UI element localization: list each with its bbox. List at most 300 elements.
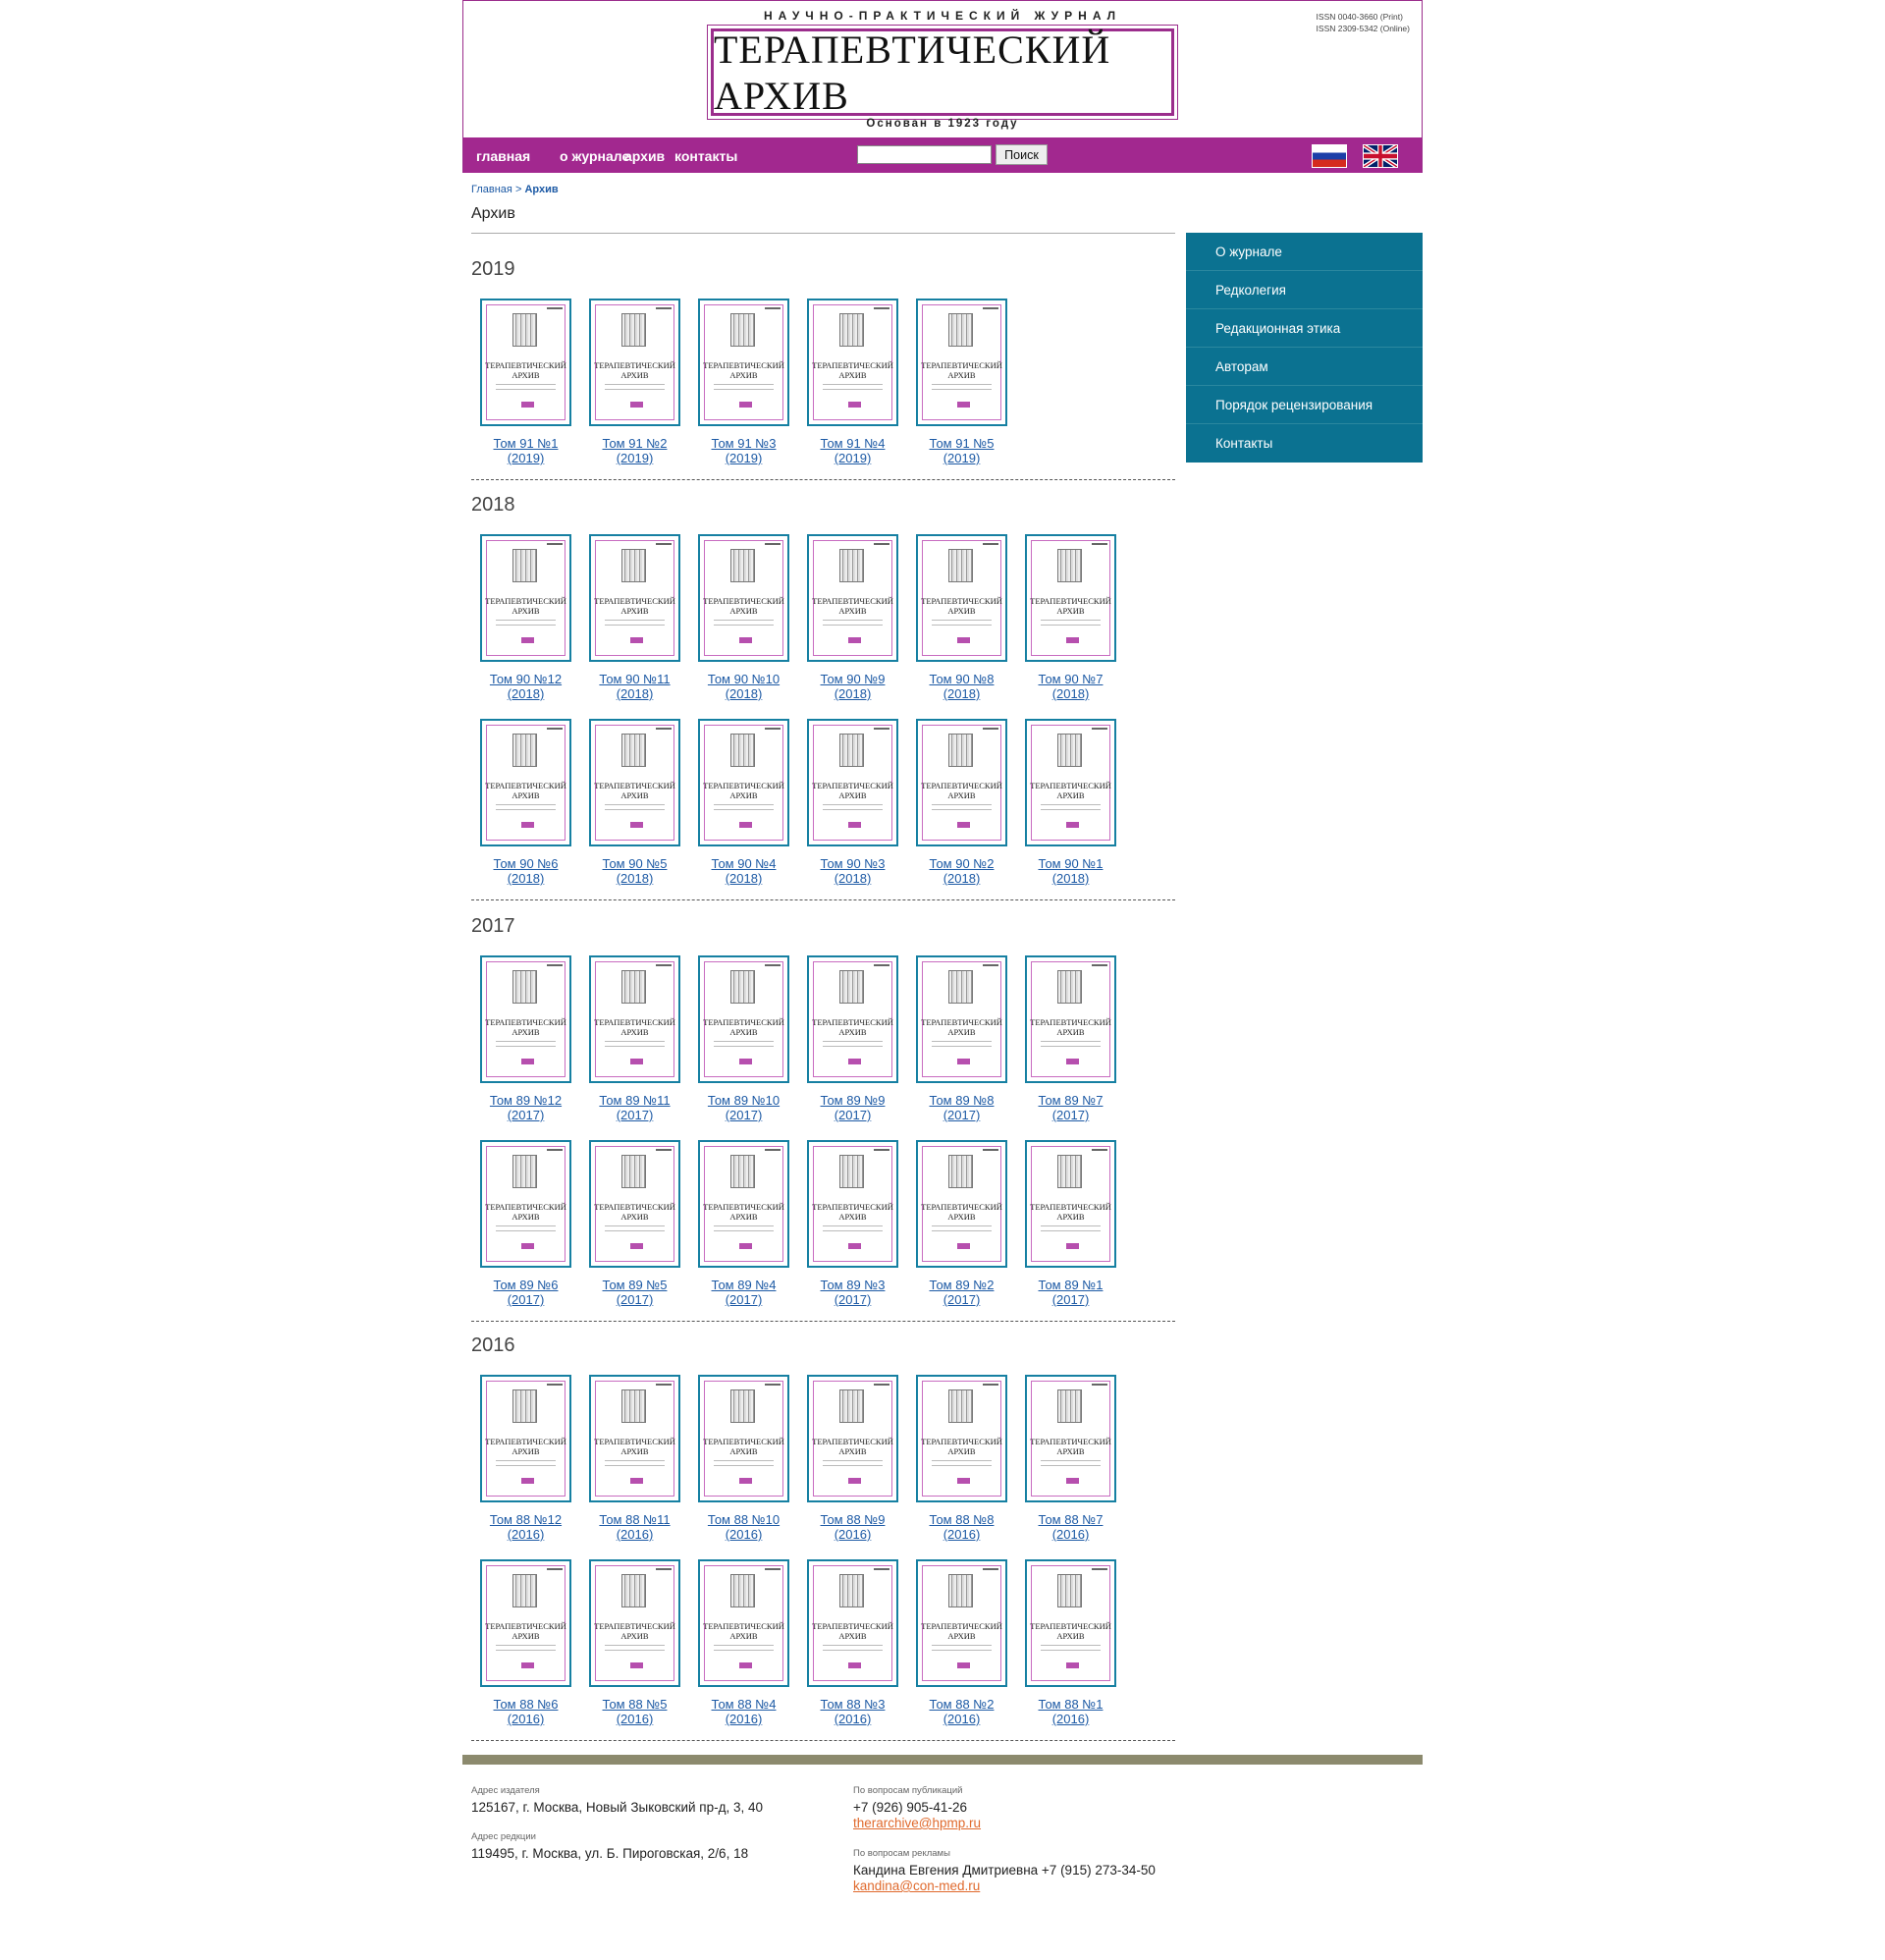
cover-line [496, 804, 556, 805]
issue-item [798, 1140, 907, 1307]
issue-cover-image[interactable] [589, 1140, 680, 1268]
issue-label: Том 89 №1 [1038, 1278, 1104, 1292]
issue-item [1016, 1140, 1125, 1307]
cover-line [714, 809, 774, 810]
issue-label: Том 88 №2 [929, 1697, 995, 1712]
issue-link[interactable] [580, 856, 689, 886]
issue-link[interactable] [798, 436, 907, 465]
cover-title-line1: ТЕРАПЕВТИЧЕСКИЙ [703, 1437, 784, 1446]
issue-link[interactable] [471, 1697, 580, 1726]
issue-link[interactable] [907, 672, 1016, 701]
cover-line [932, 804, 992, 805]
cover-title-line2: АРХИВ [620, 1631, 649, 1641]
issue-cover-image[interactable] [916, 719, 1007, 846]
cover-header-mark [983, 964, 998, 966]
cover-title-line1: ТЕРАПЕВТИЧЕСКИЙ [812, 781, 893, 790]
issue-year: (2017) [616, 1292, 654, 1307]
issue-label: Том 90 №12 [489, 672, 563, 686]
issue-cover-image[interactable] [1025, 1375, 1116, 1502]
issue-link[interactable] [907, 436, 1016, 465]
issue-cover-image[interactable] [1025, 534, 1116, 662]
issue-year: (2017) [942, 1108, 981, 1122]
issue-label: Том 89 №4 [711, 1278, 777, 1292]
cover-header-mark [656, 728, 672, 730]
cover-header-mark [1092, 728, 1107, 730]
issue-year: (2017) [616, 1108, 654, 1122]
cover-title [1027, 1437, 1114, 1456]
cover-header-mark [983, 728, 998, 730]
cover-issue-mark [521, 1059, 534, 1064]
cover-header-mark [983, 1149, 998, 1151]
issue-cover-image[interactable] [698, 719, 789, 846]
cover-illustration [948, 734, 973, 767]
issue-link[interactable] [798, 1278, 907, 1307]
cover-title-line1: ТЕРАПЕВТИЧЕСКИЙ [812, 360, 893, 370]
issue-cover-image[interactable] [589, 1375, 680, 1502]
issue-cover-image[interactable] [589, 719, 680, 846]
cover-line [605, 384, 665, 385]
issue-cover-image[interactable] [807, 1559, 898, 1687]
cover-header-mark [874, 964, 889, 966]
issue-item [798, 299, 907, 465]
issue-year: (2018) [616, 686, 654, 701]
nav-archive[interactable]: архив [624, 148, 666, 164]
issue-link[interactable] [1016, 1278, 1125, 1307]
issue-link[interactable] [580, 672, 689, 701]
year-separator [471, 1740, 1175, 1741]
cover-line [496, 1460, 556, 1461]
issue-item [471, 1375, 580, 1542]
year-separator [471, 899, 1175, 900]
cover-line [1041, 625, 1101, 626]
cover-line [1041, 1460, 1101, 1461]
cover-title [482, 1202, 569, 1222]
cover-header-mark [874, 543, 889, 545]
issue-link[interactable] [471, 856, 580, 886]
cover-title-line2: АРХИВ [838, 790, 867, 800]
cover-line [496, 1230, 556, 1231]
advertising-email-link[interactable]: kandina@con-med.ru [853, 1878, 981, 1893]
publications-email-link[interactable]: therarchive@hpmp.ru [853, 1816, 982, 1830]
issue-item [580, 1375, 689, 1542]
issue-link[interactable] [798, 856, 907, 886]
issue-item [907, 955, 1016, 1122]
year-section-2016 [471, 1334, 1175, 1726]
cover-title-line2: АРХИВ [620, 1446, 649, 1456]
issue-item [689, 955, 798, 1122]
cover-title-line2: АРХИВ [947, 1027, 976, 1037]
issue-cover-image[interactable] [1025, 955, 1116, 1083]
english-flag-icon[interactable] [1363, 144, 1398, 168]
cover-line [823, 1230, 883, 1231]
issue-item [580, 719, 689, 886]
cover-line [1041, 1650, 1101, 1651]
cover-line [1041, 809, 1101, 810]
issue-item [907, 719, 1016, 886]
cover-title [482, 596, 569, 616]
sidebar-menu [1186, 233, 1423, 463]
cover-line [1041, 1465, 1101, 1466]
issue-link[interactable] [1016, 1093, 1125, 1122]
issue-cover-image[interactable] [480, 299, 571, 426]
issue-item [471, 1559, 580, 1726]
issue-year: (2016) [616, 1527, 654, 1542]
cover-issue-mark [1066, 1059, 1079, 1064]
issue-link[interactable] [1016, 672, 1125, 701]
issue-year: (2018) [616, 871, 654, 886]
issue-link[interactable] [689, 1512, 798, 1542]
cover-title [1027, 781, 1114, 800]
cover-line [714, 1225, 774, 1226]
issn-online: ISSN 2309-5342 (Online) [1316, 24, 1410, 33]
issue-cover-image[interactable] [589, 1559, 680, 1687]
cover-title-line1: ТЕРАПЕВТИЧЕСКИЙ [594, 596, 675, 606]
issue-label: Том 89 №8 [929, 1093, 995, 1108]
issue-cover-image[interactable] [589, 534, 680, 662]
sidebar-item-review[interactable]: Порядок рецензирования [1186, 386, 1423, 424]
cover-header-mark [547, 964, 563, 966]
cover-title [918, 1437, 1005, 1456]
issue-link[interactable] [907, 1697, 1016, 1726]
cover-title-line2: АРХИВ [947, 1212, 976, 1222]
cover-illustration [730, 970, 755, 1004]
breadcrumb-home[interactable]: Главная [471, 184, 512, 195]
issue-link[interactable] [471, 1093, 580, 1122]
issue-cover-image[interactable] [480, 955, 571, 1083]
issue-cover-image[interactable] [698, 955, 789, 1083]
issue-cover-image[interactable] [698, 534, 789, 662]
cover-title-line2: АРХИВ [1056, 606, 1085, 616]
issue-link[interactable] [689, 856, 798, 886]
issue-cover-image[interactable] [698, 1140, 789, 1268]
year-section-2018 [471, 493, 1175, 886]
issue-cover-image[interactable] [916, 1375, 1007, 1502]
cover-line [605, 1650, 665, 1651]
cover-issue-mark [957, 1243, 970, 1249]
cover-line [932, 1041, 992, 1042]
cover-issue-mark [848, 402, 861, 408]
issue-label: Том 90 №10 [707, 672, 781, 686]
cover-title-line2: АРХИВ [838, 606, 867, 616]
cover-title-line1: ТЕРАПЕВТИЧЕСКИЙ [703, 360, 784, 370]
cover-title [809, 1621, 896, 1641]
issue-cover-image[interactable] [480, 534, 571, 662]
journal-logo[interactable] [711, 28, 1174, 116]
cover-title-line2: АРХИВ [512, 1446, 540, 1456]
cover-line [932, 1225, 992, 1226]
cover-illustration [1057, 970, 1082, 1004]
cover-title-line2: АРХИВ [838, 1027, 867, 1037]
issue-cover-image[interactable] [1025, 1140, 1116, 1268]
cover-issue-mark [1066, 637, 1079, 643]
cover-header-mark [765, 307, 781, 309]
issue-link[interactable] [1016, 1697, 1125, 1726]
issue-item [580, 1559, 689, 1726]
year-section-2019 [471, 257, 1175, 465]
issue-year: (2016) [834, 1712, 872, 1726]
cover-title-line1: ТЕРАПЕВТИЧЕСКИЙ [812, 1202, 893, 1212]
cover-illustration [839, 313, 864, 347]
issue-label: Том 89 №2 [929, 1278, 995, 1292]
cover-line [496, 809, 556, 810]
cover-title [809, 1437, 896, 1456]
issue-link[interactable] [580, 1512, 689, 1542]
issue-link[interactable] [689, 672, 798, 701]
issue-link[interactable] [798, 1512, 907, 1542]
issue-year: (2017) [1051, 1292, 1090, 1307]
cover-title [700, 596, 787, 616]
cover-title-line1: ТЕРАПЕВТИЧЕСКИЙ [921, 1017, 1002, 1027]
issue-item [471, 534, 580, 701]
issue-year: (2018) [507, 686, 545, 701]
cover-title-line2: АРХИВ [1056, 1212, 1085, 1222]
cover-illustration [839, 734, 864, 767]
cover-title-line2: АРХИВ [620, 790, 649, 800]
cover-illustration [512, 1389, 537, 1423]
issue-cover-image[interactable] [589, 299, 680, 426]
cover-issue-mark [630, 1662, 643, 1668]
issue-cover-image[interactable] [589, 955, 680, 1083]
issue-cover-image[interactable] [916, 299, 1007, 426]
cover-title-line2: АРХИВ [838, 1631, 867, 1641]
issue-link[interactable] [471, 1512, 580, 1542]
issue-link[interactable] [798, 1697, 907, 1726]
cover-title-line1: ТЕРАПЕВТИЧЕСКИЙ [594, 1202, 675, 1212]
cover-header-mark [1092, 543, 1107, 545]
cover-line [605, 625, 665, 626]
issue-cover-image[interactable] [807, 299, 898, 426]
issue-link[interactable] [580, 1093, 689, 1122]
cover-issue-mark [1066, 1662, 1079, 1668]
cover-title-line1: ТЕРАПЕВТИЧЕСКИЙ [1030, 781, 1111, 790]
cover-header-mark [656, 964, 672, 966]
issue-cover-image[interactable] [807, 719, 898, 846]
issue-cover-image[interactable] [916, 955, 1007, 1083]
issue-year: (2017) [725, 1292, 763, 1307]
sidebar-item-editorial-board[interactable]: Редколегия [1186, 271, 1423, 309]
russian-flag-icon[interactable] [1312, 144, 1347, 168]
issue-year: (2018) [1051, 871, 1090, 886]
issue-link[interactable] [580, 1278, 689, 1307]
sidebar-item-authors[interactable]: Авторам [1186, 348, 1423, 386]
issue-label: Том 91 №1 [493, 436, 559, 451]
year-section-2017 [471, 914, 1175, 1307]
issue-year: (2018) [942, 871, 981, 886]
issue-cover-image[interactable] [807, 1375, 898, 1502]
cover-title [918, 781, 1005, 800]
issue-cover-image[interactable] [480, 1559, 571, 1687]
issue-link[interactable] [798, 672, 907, 701]
cover-title [591, 596, 678, 616]
issue-label: Том 88 №7 [1038, 1512, 1104, 1527]
cover-issue-mark [739, 822, 752, 828]
nav-about[interactable]: о журнале [560, 148, 630, 164]
publications-label: По вопросам публикаций [853, 1785, 963, 1796]
cover-header-mark [547, 1149, 563, 1151]
cover-title-line2: АРХИВ [947, 1446, 976, 1456]
cover-issue-mark [848, 1059, 861, 1064]
issue-year: (2016) [725, 1527, 763, 1542]
cover-title-line1: ТЕРАПЕВТИЧЕСКИЙ [485, 1437, 566, 1446]
issue-label: Том 90 №3 [820, 856, 886, 871]
editorial-address-label: Адрес редкции [471, 1831, 536, 1842]
cover-title-line2: АРХИВ [512, 606, 540, 616]
search-button[interactable]: Поиск [996, 144, 1048, 165]
cover-line [932, 809, 992, 810]
issue-cover-image[interactable] [1025, 1559, 1116, 1687]
issue-year: (2019) [507, 451, 545, 465]
cover-header-mark [547, 1568, 563, 1570]
issue-cover-image[interactable] [480, 1375, 571, 1502]
issue-link[interactable] [471, 436, 580, 465]
cover-issue-mark [1066, 1478, 1079, 1484]
issue-label: Том 89 №7 [1038, 1093, 1104, 1108]
cover-title-line2: АРХИВ [620, 1027, 649, 1037]
issue-label: Том 88 №11 [599, 1512, 671, 1527]
cover-issue-mark [1066, 822, 1079, 828]
issue-cover-image[interactable] [916, 534, 1007, 662]
cover-line [714, 384, 774, 385]
cover-line [823, 620, 883, 621]
issue-link[interactable] [689, 436, 798, 465]
issue-link[interactable] [907, 856, 1016, 886]
cover-title-line1: ТЕРАПЕВТИЧЕСКИЙ [594, 1621, 675, 1631]
cover-issue-mark [521, 402, 534, 408]
issue-link[interactable] [471, 672, 580, 701]
cover-illustration [621, 1574, 646, 1607]
cover-title-line1: ТЕРАПЕВТИЧЕСКИЙ [485, 596, 566, 606]
cover-illustration [730, 549, 755, 582]
issue-cover-image[interactable] [698, 299, 789, 426]
issue-link[interactable] [471, 1278, 580, 1307]
cover-illustration [948, 1155, 973, 1188]
cover-title-line2: АРХИВ [729, 790, 758, 800]
cover-title [591, 1202, 678, 1222]
cover-title [482, 781, 569, 800]
cover-title-line2: АРХИВ [838, 370, 867, 380]
cover-illustration [621, 313, 646, 347]
cover-line [1041, 1225, 1101, 1226]
issue-cover-image[interactable] [807, 1140, 898, 1268]
nav-contacts[interactable]: контакты [674, 148, 738, 164]
issue-link[interactable] [907, 1093, 1016, 1122]
cover-issue-mark [739, 1662, 752, 1668]
issue-link[interactable] [689, 1697, 798, 1726]
issue-cover-image[interactable] [480, 1140, 571, 1268]
cover-title-line2: АРХИВ [1056, 790, 1085, 800]
issue-link[interactable] [907, 1512, 1016, 1542]
cover-line [714, 1650, 774, 1651]
cover-illustration [839, 549, 864, 582]
cover-title-line1: ТЕРАПЕВТИЧЕСКИЙ [703, 1017, 784, 1027]
cover-title-line2: АРХИВ [512, 790, 540, 800]
cover-title-line2: АРХИВ [1056, 1446, 1085, 1456]
cover-issue-mark [630, 1478, 643, 1484]
cover-header-mark [765, 1384, 781, 1386]
issue-label: Том 88 №8 [929, 1512, 995, 1527]
search-input[interactable] [857, 145, 992, 164]
cover-line [823, 1460, 883, 1461]
cover-title-line2: АРХИВ [947, 790, 976, 800]
cover-issue-mark [630, 1059, 643, 1064]
issue-cover-image[interactable] [807, 955, 898, 1083]
cover-title-line2: АРХИВ [620, 1212, 649, 1222]
cover-title [809, 1017, 896, 1037]
sidebar-item-ethics[interactable]: Редакционная этика [1186, 309, 1423, 348]
issue-cover-image[interactable] [698, 1559, 789, 1687]
cover-title-line2: АРХИВ [729, 1027, 758, 1037]
issue-year: (2016) [1051, 1527, 1090, 1542]
issue-year: (2018) [1051, 686, 1090, 701]
nav-home[interactable]: главная [476, 148, 531, 164]
cover-title-line2: АРХИВ [729, 1631, 758, 1641]
cover-title-line1: ТЕРАПЕВТИЧЕСКИЙ [594, 1017, 675, 1027]
cover-illustration [512, 970, 537, 1004]
cover-illustration [730, 313, 755, 347]
cover-title [700, 1437, 787, 1456]
issue-link[interactable] [1016, 1512, 1125, 1542]
cover-header-mark [1092, 1384, 1107, 1386]
cover-header-mark [656, 1149, 672, 1151]
issue-label: Том 89 №5 [602, 1278, 668, 1292]
sidebar-item-about[interactable]: О журнале [1186, 233, 1423, 271]
issue-label: Том 90 №4 [711, 856, 777, 871]
issue-label: Том 89 №9 [820, 1093, 886, 1108]
cover-title-line1: ТЕРАПЕВТИЧЕСКИЙ [921, 596, 1002, 606]
issue-label: Том 89 №3 [820, 1278, 886, 1292]
issue-item [798, 1559, 907, 1726]
issue-link[interactable] [689, 1278, 798, 1307]
issue-label: Том 90 №9 [820, 672, 886, 686]
issue-year: (2019) [725, 451, 763, 465]
issue-link[interactable] [580, 1697, 689, 1726]
cover-line [714, 620, 774, 621]
cover-header-mark [874, 1384, 889, 1386]
cover-title [1027, 1017, 1114, 1037]
cover-title-line1: ТЕРАПЕВТИЧЕСКИЙ [485, 360, 566, 370]
issue-label: Том 90 №5 [602, 856, 668, 871]
issue-cover-image[interactable] [916, 1559, 1007, 1687]
issue-cover-image[interactable] [1025, 719, 1116, 846]
cover-issue-mark [521, 1662, 534, 1668]
cover-issue-mark [521, 1243, 534, 1249]
issue-link[interactable] [689, 1093, 798, 1122]
issue-cover-image[interactable] [807, 534, 898, 662]
publisher-address-label: Адрес издателя [471, 1785, 540, 1796]
cover-title-line1: ТЕРАПЕВТИЧЕСКИЙ [921, 781, 1002, 790]
issue-cover-image[interactable] [698, 1375, 789, 1502]
cover-issue-mark [957, 637, 970, 643]
issue-link[interactable] [907, 1278, 1016, 1307]
issue-link[interactable] [1016, 856, 1125, 886]
sidebar-item-contacts[interactable]: Контакты [1215, 436, 1273, 451]
issue-label: Том 90 №11 [599, 672, 671, 686]
issue-year: (2018) [725, 686, 763, 701]
issue-label: Том 90 №2 [929, 856, 995, 871]
issue-link[interactable] [580, 436, 689, 465]
cover-header-mark [1092, 1568, 1107, 1570]
issue-cover-image[interactable] [916, 1140, 1007, 1268]
issue-year: (2016) [1051, 1712, 1090, 1726]
cover-illustration [621, 734, 646, 767]
cover-line [714, 1046, 774, 1047]
footer-divider [462, 1755, 1423, 1765]
cover-header-mark [547, 728, 563, 730]
cover-title-line1: ТЕРАПЕВТИЧЕСКИЙ [812, 1017, 893, 1027]
issue-cover-image[interactable] [480, 719, 571, 846]
cover-title [591, 360, 678, 380]
issue-link[interactable] [798, 1093, 907, 1122]
